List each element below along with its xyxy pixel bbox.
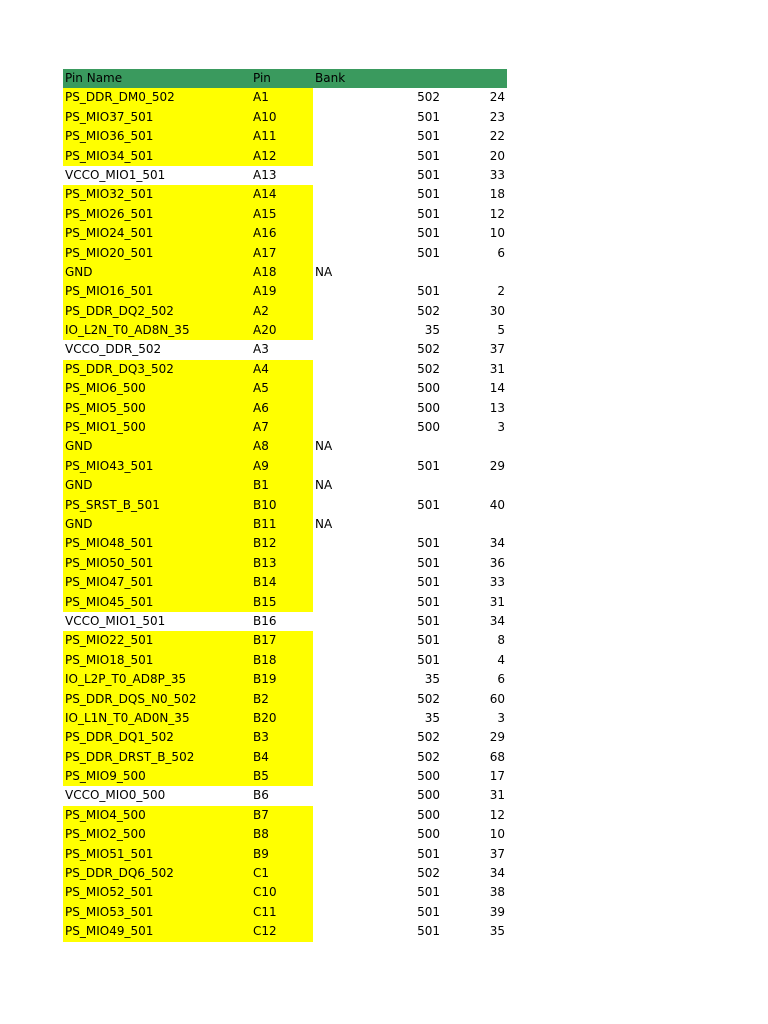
cell-pin-name[interactable]: PS_DDR_DRST_B_502 <box>63 748 251 767</box>
cell-pin-name[interactable]: PS_MIO43_501 <box>63 457 251 476</box>
cell-bank[interactable] <box>313 88 367 107</box>
table-row <box>63 205 507 224</box>
cell-pin[interactable]: A13 <box>253 167 277 182</box>
cell-count[interactable]: 6 <box>497 672 505 687</box>
cell-bank-number[interactable] <box>367 263 441 282</box>
cell-pin[interactable]: A9 <box>251 457 313 476</box>
cell-count[interactable]: 17 <box>489 769 505 784</box>
cell-pin[interactable]: B12 <box>251 534 313 553</box>
cell-count[interactable]: 38 <box>489 885 505 900</box>
table-row <box>63 302 507 321</box>
cell-count[interactable]: 35 <box>489 924 505 939</box>
cell-pin[interactable]: A3 <box>253 342 269 357</box>
table-row <box>63 554 507 573</box>
table-row <box>63 825 507 844</box>
cell-bank-number[interactable] <box>367 515 441 534</box>
cell-bank-number[interactable]: 501 <box>417 109 440 124</box>
cell-pin-name[interactable]: PS_DDR_DQS_N0_502 <box>63 690 251 709</box>
cell-pin[interactable]: B10 <box>251 496 313 515</box>
cell-bank-number[interactable]: 501 <box>417 633 440 648</box>
cell-bank[interactable] <box>313 340 367 359</box>
cell-bank[interactable] <box>313 379 367 398</box>
table-row <box>63 515 507 534</box>
cell-count[interactable]: 23 <box>489 109 505 124</box>
cell-pin-name[interactable]: PS_MIO9_500 <box>63 767 251 786</box>
cell-bank-number[interactable]: 502 <box>417 303 440 318</box>
cell-pin[interactable]: B7 <box>251 806 313 825</box>
cell-count[interactable]: 24 <box>489 90 505 105</box>
cell-pin-name[interactable]: VCCO_MIO0_500 <box>65 788 166 803</box>
cell-count[interactable]: 12 <box>489 206 505 221</box>
cell-bank-number[interactable]: 501 <box>417 575 440 590</box>
cell-count[interactable]: 33 <box>489 167 505 182</box>
cell-bank-number[interactable]: 501 <box>417 904 440 919</box>
cell-pin[interactable]: B6 <box>253 788 269 803</box>
cell-pin-name[interactable]: PS_DDR_DQ3_502 <box>63 360 251 379</box>
cell-count[interactable]: 34 <box>489 613 505 628</box>
table-row <box>63 593 507 612</box>
table-row <box>63 864 507 883</box>
cell-bank[interactable] <box>313 282 367 301</box>
cell-bank-number[interactable]: 500 <box>417 788 440 803</box>
cell-pin[interactable]: A15 <box>251 205 313 224</box>
cell-bank[interactable] <box>313 224 367 243</box>
cell-bank[interactable]: NA <box>315 516 333 531</box>
table-row <box>63 709 507 728</box>
table-row <box>63 263 507 282</box>
cell-pin-name[interactable]: PS_DDR_DQ6_502 <box>63 864 251 883</box>
cell-pin-name[interactable]: PS_MIO51_501 <box>63 845 251 864</box>
cell-pin-name[interactable]: PS_MIO48_501 <box>63 534 251 553</box>
cell-bank[interactable] <box>313 127 367 146</box>
cell-pin-name[interactable]: PS_MIO24_501 <box>63 224 251 243</box>
cell-count[interactable]: 36 <box>489 555 505 570</box>
table-row <box>63 883 507 902</box>
cell-bank-number[interactable]: 501 <box>417 284 440 299</box>
cell-count[interactable]: 40 <box>489 497 505 512</box>
cell-count[interactable]: 60 <box>489 691 505 706</box>
cell-bank-number[interactable]: 502 <box>417 691 440 706</box>
cell-pin[interactable]: B4 <box>251 748 313 767</box>
cell-count[interactable]: 68 <box>489 749 505 764</box>
table-row <box>63 108 507 127</box>
cell-count[interactable]: 2 <box>497 284 505 299</box>
cell-pin[interactable]: A14 <box>251 185 313 204</box>
cell-count[interactable]: 20 <box>489 148 505 163</box>
cell-bank-number[interactable]: 501 <box>417 555 440 570</box>
cell-pin-name[interactable]: PS_MIO37_501 <box>63 108 251 127</box>
cell-bank-number[interactable]: 500 <box>417 420 440 435</box>
cell-pin[interactable]: A6 <box>251 399 313 418</box>
cell-pin-name[interactable]: PS_MIO32_501 <box>63 185 251 204</box>
table-row <box>63 457 507 476</box>
cell-bank[interactable] <box>313 593 367 612</box>
cell-count[interactable]: 4 <box>497 652 505 667</box>
cell-pin-name[interactable]: PS_MIO53_501 <box>63 903 251 922</box>
cell-bank[interactable]: NA <box>315 478 333 493</box>
cell-bank[interactable] <box>313 864 367 883</box>
table-row <box>63 224 507 243</box>
cell-bank[interactable] <box>313 205 367 224</box>
cell-bank-number[interactable]: 500 <box>417 807 440 822</box>
cell-count[interactable]: 8 <box>497 633 505 648</box>
cell-pin[interactable]: A1 <box>251 88 313 107</box>
column-header-5[interactable] <box>441 69 507 88</box>
cell-bank-number[interactable] <box>367 437 441 456</box>
cell-bank-number[interactable]: 500 <box>417 400 440 415</box>
cell-bank[interactable] <box>313 903 367 922</box>
cell-count[interactable]: 22 <box>489 129 505 144</box>
cell-bank[interactable] <box>313 244 367 263</box>
cell-pin-name[interactable]: VCCO_DDR_502 <box>65 342 162 357</box>
cell-pin[interactable]: A19 <box>251 282 313 301</box>
cell-pin-name[interactable]: PS_MIO2_500 <box>63 825 251 844</box>
cell-bank[interactable] <box>313 883 367 902</box>
cell-pin[interactable]: A16 <box>251 224 313 243</box>
cell-pin-name[interactable]: IO_L2P_T0_AD8P_35 <box>63 670 251 689</box>
cell-pin[interactable]: B17 <box>251 631 313 650</box>
table-row <box>63 418 507 437</box>
cell-bank-number[interactable]: 501 <box>417 594 440 609</box>
cell-bank-number[interactable]: 500 <box>417 381 440 396</box>
cell-count[interactable]: 29 <box>489 458 505 473</box>
cell-bank[interactable] <box>313 728 367 747</box>
table-row <box>63 185 507 204</box>
cell-bank[interactable] <box>313 651 367 670</box>
cell-bank-number[interactable]: 501 <box>417 846 440 861</box>
cell-pin[interactable]: B15 <box>251 593 313 612</box>
table-row <box>63 88 507 107</box>
cell-count[interactable]: 29 <box>489 730 505 745</box>
table-row <box>63 360 507 379</box>
cell-pin-name[interactable]: PS_MIO6_500 <box>63 379 251 398</box>
cell-count[interactable] <box>441 263 507 282</box>
pin-table <box>63 69 507 942</box>
cell-pin-name[interactable]: PS_MIO52_501 <box>63 883 251 902</box>
cell-pin-name[interactable]: PS_MIO26_501 <box>63 205 251 224</box>
cell-pin[interactable]: B2 <box>251 690 313 709</box>
cell-pin-name[interactable]: PS_SRST_B_501 <box>63 496 251 515</box>
cell-bank-number[interactable]: 501 <box>417 885 440 900</box>
table-body <box>63 88 507 941</box>
cell-bank[interactable] <box>313 321 367 340</box>
table-row <box>63 127 507 146</box>
cell-count[interactable]: 12 <box>489 807 505 822</box>
cell-count[interactable]: 39 <box>489 904 505 919</box>
cell-pin[interactable]: A11 <box>251 127 313 146</box>
table-row <box>63 767 507 786</box>
cell-bank[interactable] <box>313 166 367 185</box>
cell-pin[interactable]: B18 <box>251 651 313 670</box>
table-row <box>63 748 507 767</box>
cell-pin-name[interactable]: PS_MIO49_501 <box>63 922 251 941</box>
cell-bank-number[interactable]: 501 <box>417 245 440 260</box>
cell-bank[interactable] <box>313 922 367 941</box>
cell-pin[interactable]: B16 <box>253 613 277 628</box>
cell-pin[interactable]: A7 <box>251 418 313 437</box>
cell-pin[interactable]: A18 <box>251 263 313 282</box>
cell-pin[interactable]: A12 <box>251 147 313 166</box>
cell-bank-number[interactable]: 501 <box>417 148 440 163</box>
cell-pin[interactable]: B8 <box>251 825 313 844</box>
table-row <box>63 379 507 398</box>
cell-count[interactable]: 34 <box>489 866 505 881</box>
cell-count[interactable]: 6 <box>497 245 505 260</box>
cell-pin-name[interactable]: PS_MIO1_500 <box>63 418 251 437</box>
cell-pin[interactable]: B5 <box>251 767 313 786</box>
cell-bank[interactable] <box>313 825 367 844</box>
table-row <box>63 399 507 418</box>
cell-bank-number[interactable]: 501 <box>417 226 440 241</box>
cell-bank[interactable] <box>313 631 367 650</box>
cell-pin[interactable]: A5 <box>251 379 313 398</box>
cell-count[interactable]: 10 <box>489 226 505 241</box>
cell-bank-number[interactable]: 501 <box>417 497 440 512</box>
table-row <box>63 786 507 805</box>
column-header-pin-name[interactable]: Pin Name <box>65 71 123 85</box>
cell-bank-number[interactable]: 501 <box>417 187 440 202</box>
cell-bank[interactable] <box>313 360 367 379</box>
cell-bank[interactable] <box>313 108 367 127</box>
cell-count[interactable] <box>441 437 507 456</box>
cell-pin-name[interactable]: GND <box>63 263 251 282</box>
cell-bank[interactable]: NA <box>315 439 333 454</box>
table-row <box>63 922 507 941</box>
table-row <box>63 806 507 825</box>
table-row <box>63 670 507 689</box>
cell-pin-name[interactable]: VCCO_MIO1_501 <box>65 613 166 628</box>
cell-count[interactable]: 37 <box>489 846 505 861</box>
cell-count[interactable]: 10 <box>489 827 505 842</box>
cell-bank-number[interactable]: 501 <box>417 458 440 473</box>
cell-pin-name[interactable]: PS_DDR_DQ2_502 <box>63 302 251 321</box>
cell-bank-number[interactable]: 501 <box>417 613 440 628</box>
column-header-bank[interactable]: Bank <box>315 71 346 85</box>
cell-pin-name[interactable]: PS_MIO36_501 <box>63 127 251 146</box>
cell-pin-name[interactable]: PS_DDR_DQ1_502 <box>63 728 251 747</box>
cell-bank[interactable] <box>313 457 367 476</box>
cell-bank[interactable] <box>313 302 367 321</box>
cell-bank-number[interactable]: 502 <box>417 342 440 357</box>
table-row <box>63 147 507 166</box>
cell-count[interactable]: 31 <box>489 594 505 609</box>
cell-bank[interactable] <box>313 670 367 689</box>
cell-pin[interactable]: A20 <box>251 321 313 340</box>
cell-pin-name[interactable]: PS_MIO34_501 <box>63 147 251 166</box>
cell-bank-number[interactable]: 500 <box>417 827 440 842</box>
cell-bank[interactable] <box>313 767 367 786</box>
cell-bank-number[interactable]: 501 <box>417 167 440 182</box>
table-row <box>63 728 507 747</box>
cell-bank[interactable] <box>313 573 367 592</box>
cell-bank-number[interactable]: 502 <box>417 361 440 376</box>
cell-pin-name[interactable]: PS_MIO50_501 <box>63 554 251 573</box>
cell-bank[interactable]: NA <box>315 264 333 279</box>
cell-pin[interactable]: C11 <box>251 903 313 922</box>
cell-pin-name[interactable]: PS_MIO18_501 <box>63 651 251 670</box>
cell-pin-name[interactable]: PS_MIO5_500 <box>63 399 251 418</box>
cell-bank[interactable] <box>313 185 367 204</box>
cell-bank-number[interactable]: 35 <box>424 323 440 338</box>
cell-bank-number[interactable]: 502 <box>417 90 440 105</box>
cell-bank[interactable] <box>313 554 367 573</box>
cell-pin-name[interactable]: PS_MIO45_501 <box>63 593 251 612</box>
table-row <box>63 651 507 670</box>
table-row <box>63 845 507 864</box>
cell-pin-name[interactable]: PS_DDR_DM0_502 <box>63 88 251 107</box>
cell-bank[interactable] <box>313 709 367 728</box>
cell-count[interactable]: 34 <box>489 536 505 551</box>
cell-pin[interactable]: B1 <box>251 476 313 495</box>
cell-pin[interactable]: C12 <box>251 922 313 941</box>
table-row <box>63 437 507 456</box>
cell-count[interactable]: 5 <box>497 323 505 338</box>
cell-pin[interactable]: B20 <box>251 709 313 728</box>
cell-pin-name[interactable]: VCCO_MIO1_501 <box>65 167 166 182</box>
table-row <box>63 496 507 515</box>
cell-pin-name[interactable]: IO_L2N_T0_AD8N_35 <box>63 321 251 340</box>
cell-pin[interactable]: B14 <box>251 573 313 592</box>
table-row <box>63 282 507 301</box>
cell-count[interactable]: 30 <box>489 303 505 318</box>
cell-pin[interactable]: B3 <box>251 728 313 747</box>
cell-bank[interactable] <box>313 845 367 864</box>
cell-pin-name[interactable]: PS_MIO16_501 <box>63 282 251 301</box>
cell-pin-name[interactable]: PS_MIO4_500 <box>63 806 251 825</box>
cell-count[interactable]: 18 <box>489 187 505 202</box>
cell-bank[interactable] <box>313 748 367 767</box>
cell-bank[interactable] <box>313 534 367 553</box>
cell-bank-number[interactable]: 502 <box>417 866 440 881</box>
cell-pin[interactable]: A17 <box>251 244 313 263</box>
cell-count[interactable]: 33 <box>489 575 505 590</box>
cell-bank-number[interactable]: 501 <box>417 536 440 551</box>
cell-bank-number[interactable]: 502 <box>417 730 440 745</box>
cell-count[interactable]: 14 <box>489 381 505 396</box>
cell-bank[interactable] <box>313 496 367 515</box>
cell-pin[interactable]: A8 <box>251 437 313 456</box>
cell-bank[interactable] <box>313 806 367 825</box>
cell-pin[interactable]: B13 <box>251 554 313 573</box>
cell-pin-name[interactable]: GND <box>63 515 251 534</box>
cell-bank[interactable] <box>313 612 367 631</box>
cell-pin[interactable]: B19 <box>251 670 313 689</box>
cell-count[interactable]: 13 <box>489 400 505 415</box>
cell-count[interactable] <box>441 515 507 534</box>
cell-pin-name[interactable]: PS_MIO22_501 <box>63 631 251 650</box>
column-header-pin[interactable]: Pin <box>253 71 271 85</box>
cell-bank[interactable] <box>313 399 367 418</box>
table-row <box>63 166 507 185</box>
table-row <box>63 321 507 340</box>
cell-pin[interactable]: A4 <box>251 360 313 379</box>
cell-pin-name[interactable]: GND <box>63 437 251 456</box>
cell-pin[interactable]: B11 <box>251 515 313 534</box>
table-row <box>63 476 507 495</box>
table-header <box>63 69 507 88</box>
table-row <box>63 573 507 592</box>
cell-count[interactable]: 37 <box>489 342 505 357</box>
table-row <box>63 340 507 359</box>
cell-bank[interactable] <box>313 690 367 709</box>
table-row <box>63 631 507 650</box>
cell-pin[interactable]: A10 <box>251 108 313 127</box>
cell-count[interactable]: 3 <box>497 420 505 435</box>
cell-pin-name[interactable]: PS_MIO20_501 <box>63 244 251 263</box>
cell-bank[interactable] <box>313 418 367 437</box>
cell-count[interactable]: 31 <box>489 788 505 803</box>
cell-count[interactable]: 3 <box>497 710 505 725</box>
cell-pin-name[interactable]: GND <box>63 476 251 495</box>
cell-bank[interactable] <box>313 786 367 805</box>
column-header-4[interactable] <box>367 69 441 88</box>
cell-bank-number[interactable]: 35 <box>424 672 440 687</box>
cell-count[interactable]: 31 <box>489 361 505 376</box>
table-row <box>63 612 507 631</box>
cell-pin[interactable]: B9 <box>251 845 313 864</box>
cell-pin-name[interactable]: PS_MIO47_501 <box>63 573 251 592</box>
cell-bank-number[interactable]: 502 <box>417 749 440 764</box>
cell-count[interactable] <box>441 476 507 495</box>
cell-bank[interactable] <box>313 147 367 166</box>
table-row <box>63 244 507 263</box>
cell-bank-number[interactable]: 501 <box>417 652 440 667</box>
cell-pin[interactable]: C10 <box>251 883 313 902</box>
cell-pin[interactable]: A2 <box>251 302 313 321</box>
cell-bank-number[interactable]: 501 <box>417 206 440 221</box>
cell-bank-number[interactable] <box>367 476 441 495</box>
table-row <box>63 534 507 553</box>
cell-bank-number[interactable]: 501 <box>417 924 440 939</box>
table-row <box>63 690 507 709</box>
cell-bank-number[interactable]: 501 <box>417 129 440 144</box>
cell-pin-name[interactable]: IO_L1N_T0_AD0N_35 <box>63 709 251 728</box>
cell-bank-number[interactable]: 500 <box>417 769 440 784</box>
cell-bank-number[interactable]: 35 <box>424 710 440 725</box>
cell-pin[interactable]: C1 <box>251 864 313 883</box>
table-row <box>63 903 507 922</box>
